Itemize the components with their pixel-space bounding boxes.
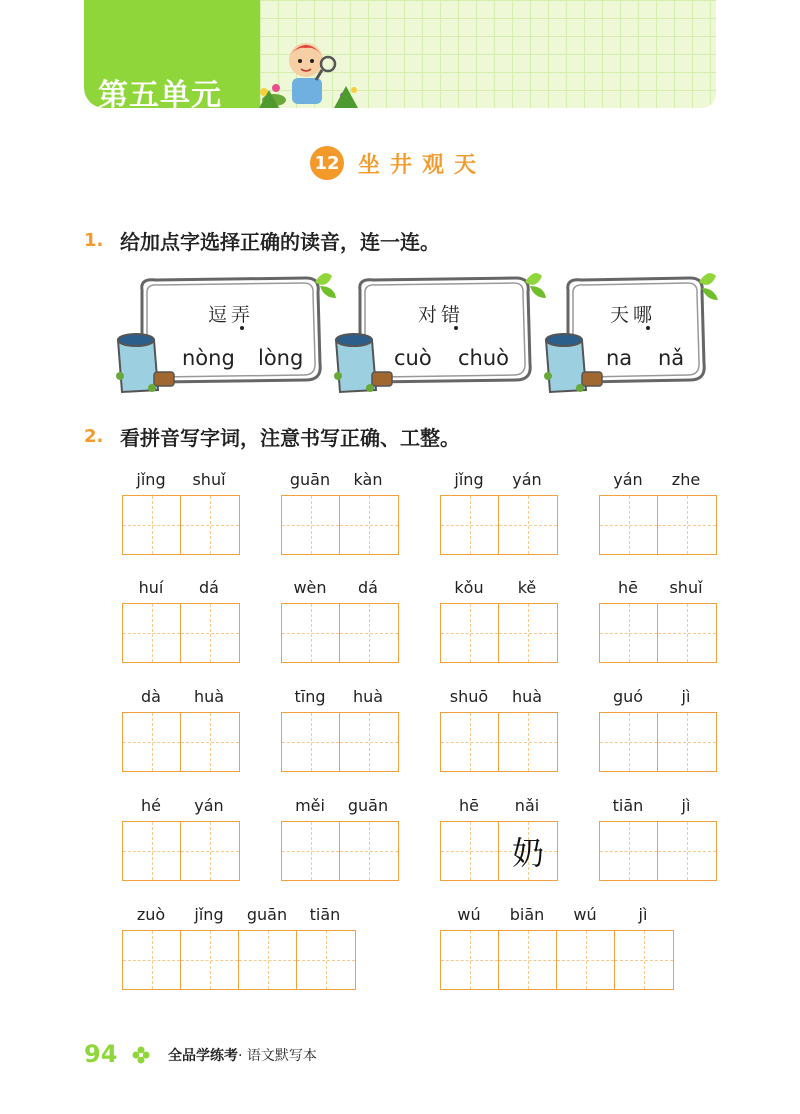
board-frame-icon [110,268,340,398]
pinyin-option[interactable]: cuò [394,346,432,370]
question-2 [84,422,460,451]
writing-cell[interactable] [600,496,658,554]
pinyin-label: jǐng [194,905,224,924]
writing-cell[interactable] [658,822,716,880]
writing-cell[interactable] [658,604,716,662]
pinyin-label: biān [509,905,545,924]
writing-cell[interactable] [297,931,355,989]
writing-cell[interactable] [340,604,398,662]
book-title-main: 全品学练考 [168,1048,238,1064]
writing-cell[interactable] [600,822,658,880]
character-grid [122,495,240,555]
pinyin-label: hē [618,578,638,597]
pinyin-label: zuò [136,905,166,924]
character-grid [440,495,558,555]
pinyin-label: guān [347,796,389,815]
character-grid [599,821,717,881]
mascot-illustration [254,30,364,108]
pinyin-label: jì [681,796,691,815]
character-grid [122,930,356,990]
character-grid [440,712,558,772]
writing-cell[interactable] [658,496,716,554]
writing-cell[interactable] [658,713,716,771]
writing-cell[interactable] [615,931,673,989]
pinyin-label: hé [141,796,161,815]
pinyin-label: yán [194,796,224,815]
unit-title: 第五单元 [98,78,222,108]
emphasis-dot [646,326,650,330]
pinyin-label: jǐng [454,470,484,489]
character-grid [122,712,240,772]
pinyin-label: wú [457,905,481,924]
writing-cell[interactable] [123,496,181,554]
writing-cell[interactable] [181,713,239,771]
pinyin-label: huà [511,687,543,706]
writing-cell[interactable] [340,822,398,880]
writing-cell[interactable] [499,496,557,554]
pinyin-label: wèn [293,578,327,597]
writing-cell[interactable] [441,496,499,554]
pinyin-label: huà [352,687,384,706]
writing-cell[interactable] [600,713,658,771]
character-grid [122,603,240,663]
pinyin-label: jǐng [136,470,166,489]
character-grid [599,712,717,772]
pinyin-label: dá [199,578,219,597]
writing-cell[interactable] [123,931,181,989]
board-word: 天哪 [610,304,657,326]
character-grid [122,821,240,881]
writing-cell[interactable] [340,496,398,554]
book-title [168,1045,317,1065]
pinyin-label: shuǐ [192,470,226,489]
pinyin-label: yán [512,470,542,489]
pinyin-option[interactable]: lòng [258,346,304,370]
pinyin-label: guān [289,470,331,489]
character-grid [599,495,717,555]
question-text: 给加点字选择正确的读音，连一连。 [120,230,440,254]
pinyin-label: kě [517,578,537,597]
character-grid [281,495,399,555]
pinyin-label: shuō [449,687,489,706]
character-grid [599,603,717,663]
pinyin-label: hē [459,796,479,815]
emphasis-dot [454,326,458,330]
pinyin-label: dá [358,578,378,597]
pinyin-label: tīng [294,687,326,706]
page-number: 94 [84,1040,118,1068]
character-grid [440,930,674,990]
board-frame-icon [540,268,720,398]
character-grid [281,603,399,663]
pinyin-label: kǒu [454,578,484,597]
writing-cell[interactable] [340,713,398,771]
pinyin-label: guān [246,905,288,924]
pinyin-label: zhe [671,470,701,489]
pinyin-label: guó [612,687,644,706]
character-grid [440,821,558,881]
writing-cell[interactable] [181,496,239,554]
pinyin-label: shuǐ [669,578,703,597]
prefilled-character: 奶 [511,834,544,872]
writing-cell[interactable] [441,822,499,880]
writing-cell[interactable] [123,604,181,662]
writing-cell[interactable] [441,604,499,662]
writing-cell[interactable] [600,604,658,662]
writing-cell[interactable] [181,822,239,880]
pinyin-label: nǎi [514,796,540,815]
pinyin-label: měi [295,796,325,815]
pinyin-label: dà [141,687,161,706]
lesson-heading [310,145,486,181]
writing-cell[interactable] [499,822,557,880]
board-frame-icon [330,268,550,398]
sign-board-3 [540,268,720,398]
writing-cell[interactable] [441,713,499,771]
sign-board-2 [330,268,550,398]
flower-icon [132,1046,150,1064]
emphasis-dot [240,326,244,330]
writing-cell[interactable] [239,931,297,989]
book-subtitle: · 语文默写本 [238,1048,317,1064]
board-word: 逗弄 [208,304,255,326]
unit-banner [84,0,716,108]
pinyin-label: huí [138,578,164,597]
writing-cell[interactable] [499,713,557,771]
question-number: 1. [84,230,104,251]
pinyin-option[interactable]: nòng [182,346,235,370]
writing-cell[interactable] [123,822,181,880]
board-word: 对错 [418,304,465,326]
writing-cell[interactable] [499,931,557,989]
writing-cell[interactable] [181,931,239,989]
writing-cell[interactable] [557,931,615,989]
writing-cell[interactable] [282,822,340,880]
pinyin-option[interactable]: nǎ [658,346,685,370]
writing-cell[interactable] [181,604,239,662]
pinyin-label: jì [638,905,648,924]
writing-cell[interactable] [441,931,499,989]
sign-board-1 [110,268,340,398]
question-1 [84,226,440,255]
question-text: 看拼音写字词，注意书写正确、工整。 [120,426,460,450]
pinyin-option[interactable]: chuò [458,346,510,370]
pinyin-option[interactable]: na [606,346,633,370]
pinyin-label: tiān [309,905,341,924]
pinyin-label: kàn [353,470,383,489]
writing-cell[interactable] [282,713,340,771]
character-grid [281,712,399,772]
writing-cell[interactable] [123,713,181,771]
lesson-number-badge: 12 [310,146,344,180]
character-grid [281,821,399,881]
pinyin-label: wú [573,905,597,924]
pinyin-label: yán [613,470,643,489]
pinyin-label: huà [193,687,225,706]
writing-cell[interactable] [499,604,557,662]
pinyin-label: tiān [612,796,644,815]
pinyin-label: jì [681,687,691,706]
writing-cell[interactable] [282,604,340,662]
character-grid [440,603,558,663]
lesson-title: 坐井观天 [358,152,487,178]
writing-cell[interactable] [282,496,340,554]
question-number: 2. [84,426,104,447]
